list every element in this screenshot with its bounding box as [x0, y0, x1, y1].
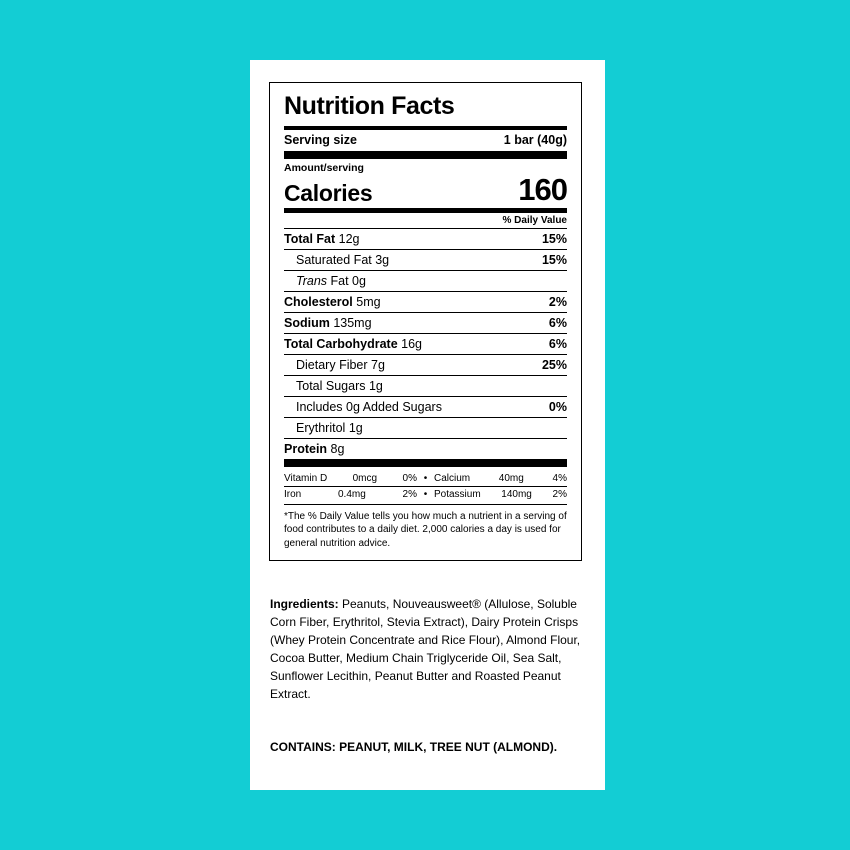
nutrient-name: Includes 0g Added Sugars: [296, 399, 442, 414]
calories-label: Calories: [284, 179, 373, 206]
nutrient-dv: 0%: [548, 399, 567, 414]
serving-size-row: [284, 130, 567, 151]
nutrient-amount: 1g: [368, 378, 383, 393]
nutrient-name: Total Fat: [284, 231, 336, 246]
vitamin-amount: 0mcg: [352, 472, 378, 484]
nutrient-amount: 135mg: [333, 315, 372, 330]
vitamins-block: [284, 467, 567, 504]
contains-allergens: CONTAINS: PEANUT, MILK, TREE NUT (ALMOND).: [270, 740, 558, 754]
nutrient-row-trans-fat: [284, 271, 567, 291]
nutrient-row-sodium: [284, 313, 567, 333]
vitamin-name: Potassium: [433, 488, 481, 500]
separator-dot: •: [423, 472, 428, 484]
nutrient-row-dietary-fiber: [284, 355, 567, 375]
vitamin-dv: 2%: [552, 488, 567, 500]
nutrient-dv: 15%: [541, 231, 567, 246]
divider-under-protein: [284, 459, 567, 467]
nutrition-facts-panel: [269, 82, 582, 561]
nutrient-name: Dietary Fiber: [296, 357, 368, 372]
nutrient-row-erythritol: [284, 418, 567, 438]
nutrient-row-total-sugars: [284, 376, 567, 396]
ingredients-paragraph: [270, 595, 582, 703]
vitamin-amount: 140mg: [501, 488, 532, 500]
product-label-page: [250, 60, 605, 790]
nutrient-amount: 12g: [338, 231, 360, 246]
divider-under-serving: [284, 151, 567, 159]
nutrient-dv: 15%: [541, 252, 567, 267]
nutrient-name: Trans: [296, 273, 328, 288]
serving-size-label: Serving size: [284, 132, 357, 147]
nutrient-dv: 2%: [548, 294, 567, 309]
nutrient-name: Total Sugars: [296, 378, 366, 393]
vitamin-amount: 0.4mg: [337, 488, 366, 500]
nutrient-row-protein: [284, 439, 567, 459]
ingredients-text: Peanuts, Nouveausweet® (Allulose, Soluble Corn Fiber, Erythritol, Stevia Extract), Dairy Protein Crisps (Whey Protein Concentrate and Rice Flour), Almond Flour, Cocoa Butter, Medium Chain Triglyceride Oil, Sea Salt, Sunflower Lecithin, Peanut Butter and Roasted Peanut Extract.: [270, 597, 581, 701]
nutrient-name: Total Carbohydrate: [284, 336, 398, 351]
nutrient-amount: 1g: [348, 420, 363, 435]
nutrient-row-added-sugars: [284, 397, 567, 417]
nutrient-name: Sodium: [284, 315, 330, 330]
nutrition-facts-title: Nutrition Facts: [284, 92, 455, 120]
separator-dot: •: [423, 488, 428, 500]
daily-value-header: % Daily Value: [502, 214, 567, 226]
nutrient-name: Cholesterol: [284, 294, 353, 309]
vitamin-name: Calcium: [433, 472, 471, 484]
nutrient-row-total-carbohydrate: [284, 334, 567, 354]
nutrient-name: Erythritol: [296, 420, 346, 435]
vitamin-name: Iron: [284, 488, 302, 500]
vitamin-row-2: [284, 487, 567, 502]
nutrient-name: Protein: [284, 441, 328, 456]
vitamin-dv: 4%: [552, 472, 567, 484]
nutrient-dv: 6%: [548, 336, 567, 351]
vitamin-dv: 2%: [402, 488, 417, 500]
ingredients-heading: Ingredients:: [270, 597, 339, 611]
nutrient-dv: 25%: [541, 357, 567, 372]
nutrient-amount: 5mg: [356, 294, 381, 309]
amount-per-serving-label: Amount/serving: [284, 161, 364, 174]
serving-size-value: 1 bar (40g): [503, 132, 567, 147]
vitamin-dv: 0%: [402, 472, 417, 484]
nutrient-row-total-fat: [284, 229, 567, 249]
nutrient-row-saturated-fat: [284, 250, 567, 270]
nutrient-name: Saturated Fat: [296, 252, 372, 267]
daily-value-footnote: *The % Daily Value tells you how much a nutrient in a serving of food contributes to a daily diet. 2,000 calories a day is used for general nutrition advice.: [284, 510, 567, 549]
nutrient-dv: 6%: [548, 315, 567, 330]
vitamin-amount: 40mg: [498, 472, 524, 484]
nutrient-amount: 3g: [375, 252, 390, 267]
vitamin-name: Vitamin D: [284, 472, 328, 484]
nutrient-amount: Fat 0g: [330, 273, 366, 288]
vitamin-row-1: [284, 471, 567, 486]
nutrient-row-cholesterol: [284, 292, 567, 312]
nutrient-amount: 8g: [330, 441, 345, 456]
calories-value: 160: [518, 171, 567, 207]
nutrient-amount: 7g: [371, 357, 385, 372]
nutrient-amount: 16g: [401, 336, 423, 351]
calories-row: [284, 171, 567, 208]
